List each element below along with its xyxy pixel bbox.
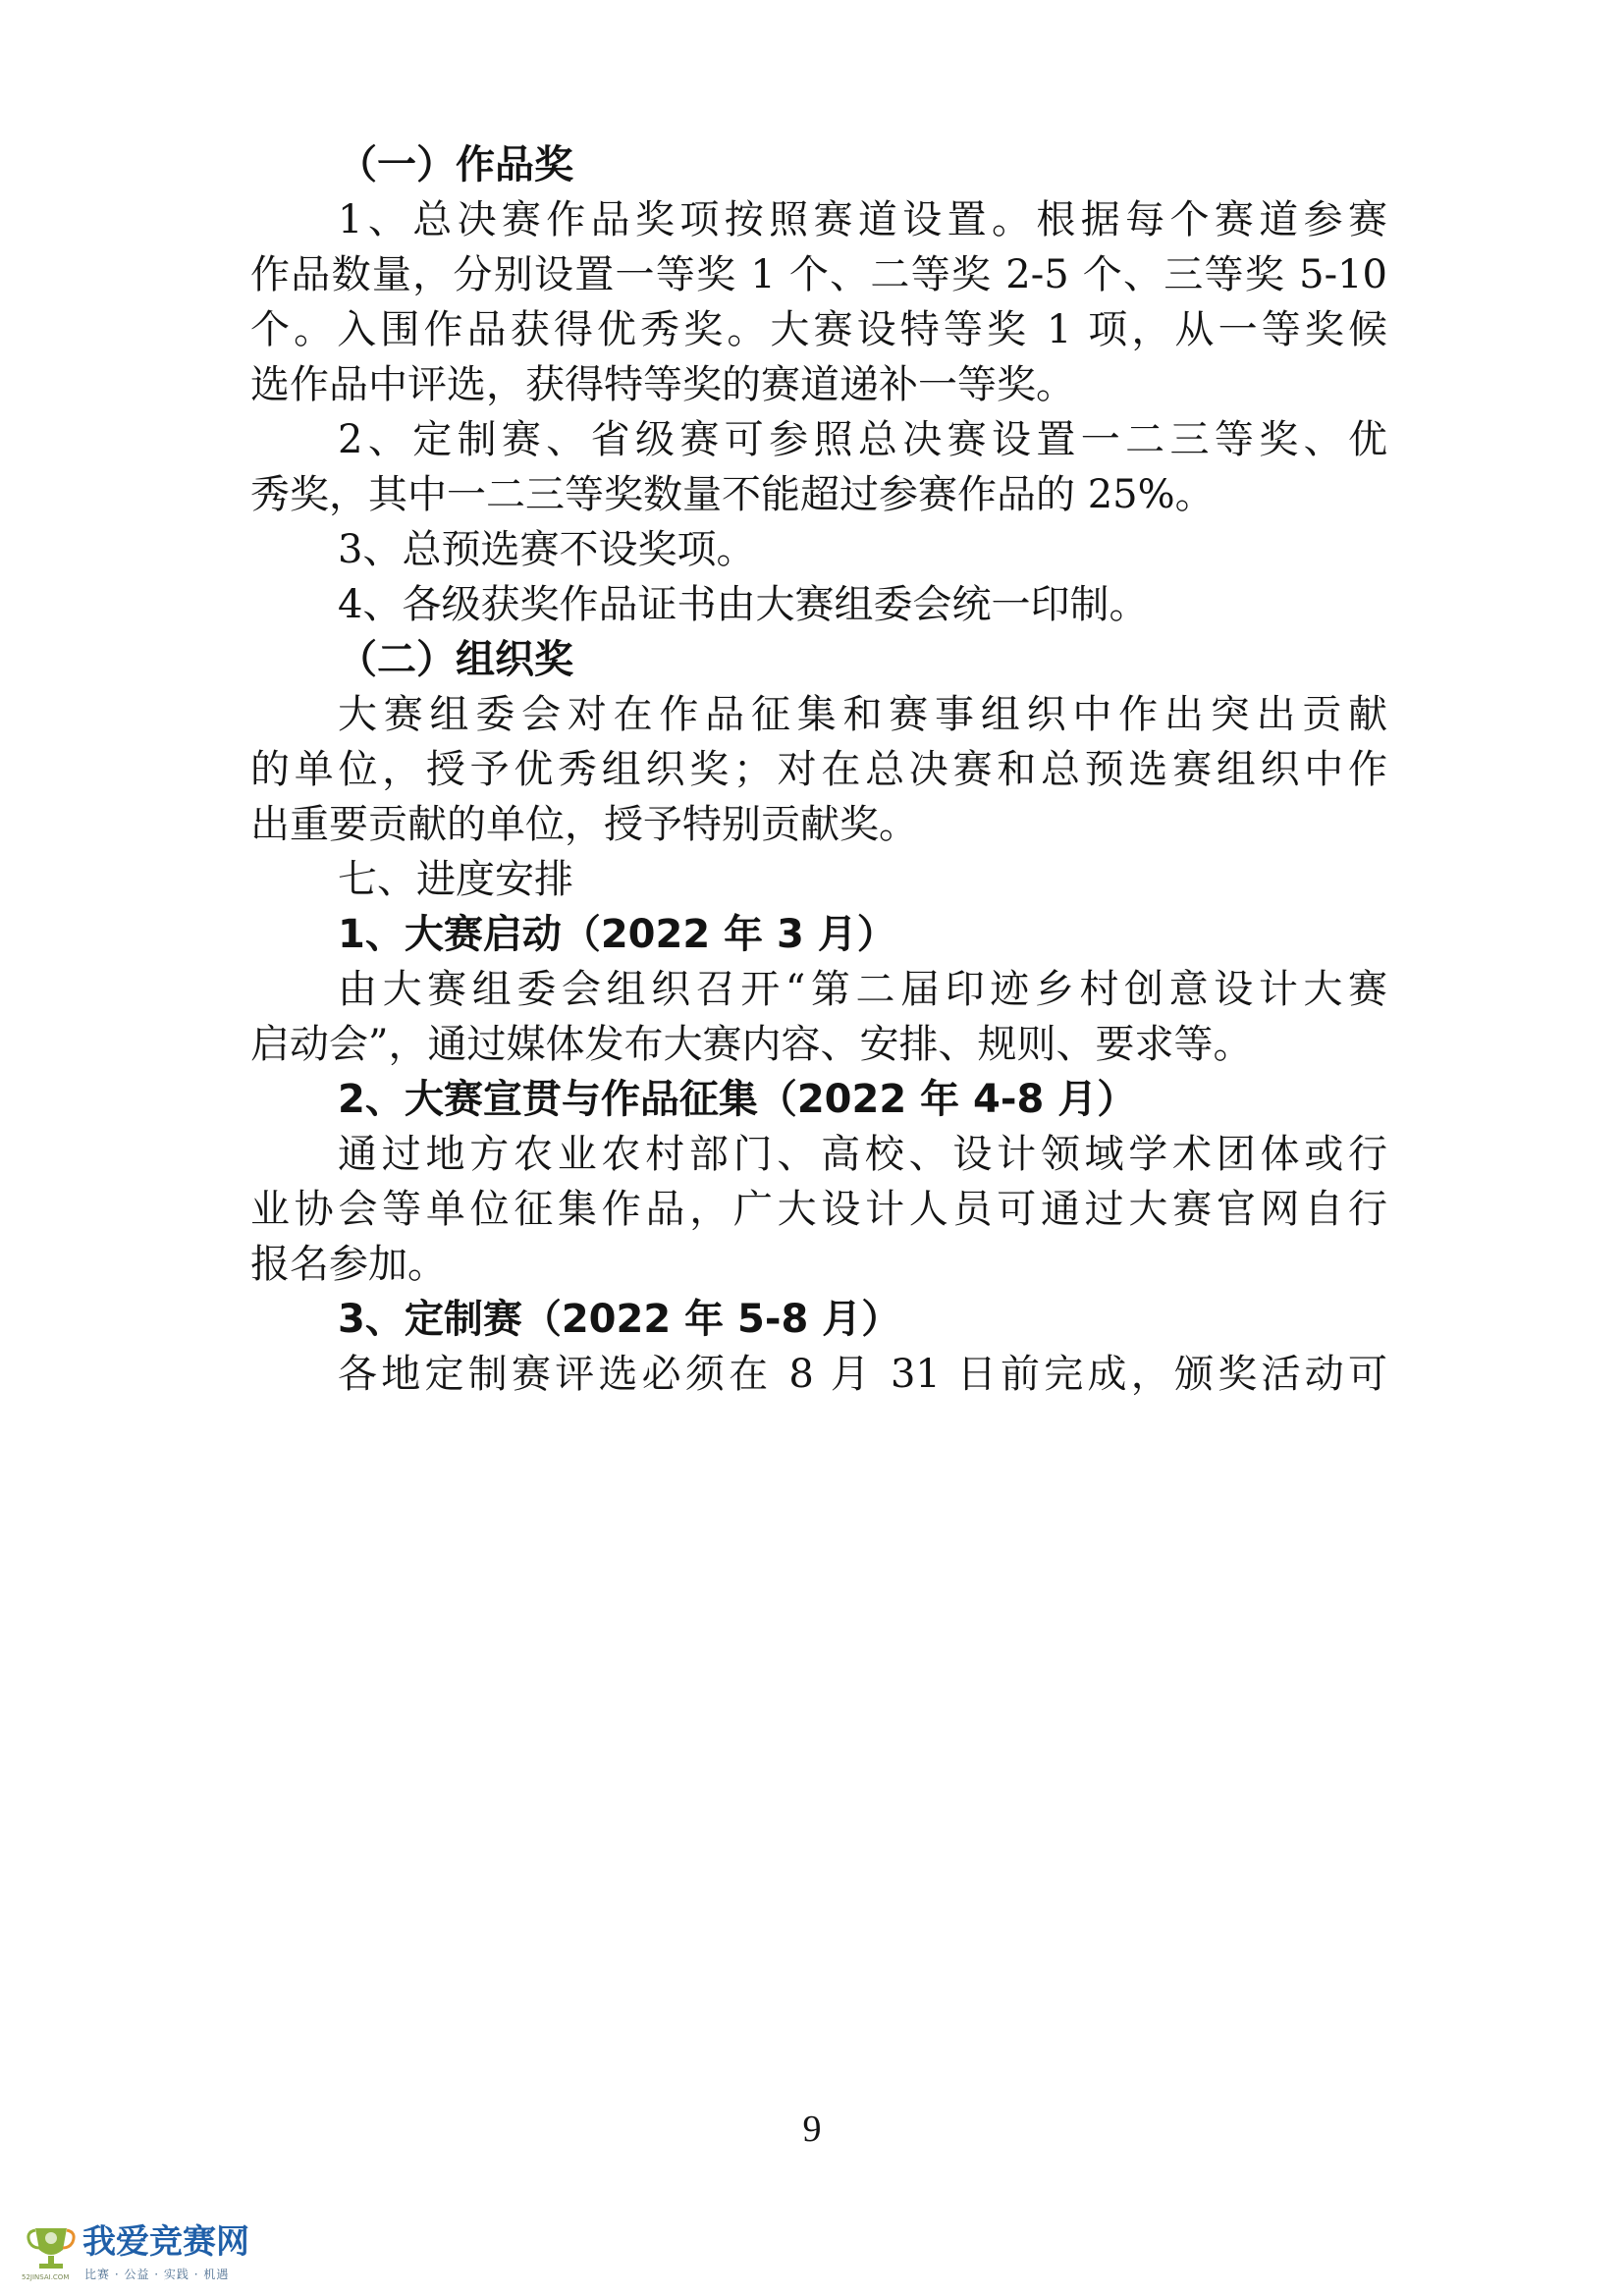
schedule-item-heading: 3、定制赛（2022 年 5-8 月） [338,1297,901,1342]
paragraph-line: 个。入围作品获得优秀奖。大赛设特等奖 1 项，从一等奖候 [250,307,1387,352]
schedule-item-heading: 1、大赛启动（2022 年 3 月） [338,912,896,957]
paragraph-line: 4、各级获奖作品证书由大赛组委会统一印制。 [338,582,1149,627]
paragraph-line: 大赛组委会对在作品征集和赛事组织中作出突出贡献 [338,692,1387,737]
section-heading-schedule: 七、进度安排 [338,857,573,902]
paragraph-line: 作品数量，分别设置一等奖 1 个、二等奖 2-5 个、三等奖 5-10 [250,252,1387,297]
watermark-domain: 52JINSAI.COM [22,2273,70,2281]
paragraph-line: 通过地方农业农村部门、高校、设计领域学术团体或行 [338,1132,1387,1177]
paragraph-line: 由大赛组委会组织召开“第二届印迹乡村创意设计大赛 [338,967,1387,1012]
watermark-tagline: 比赛 · 公益 · 实践 · 机遇 [84,2268,230,2281]
schedule-item-heading: 2、大赛宣贯与作品征集（2022 年 4-8 月） [338,1077,1137,1122]
paragraph-line: 1、总决赛作品奖项按照赛道设置。根据每个赛道参赛 [338,197,1387,242]
paragraph-line: 的单位，授予优秀组织奖；对在总决赛和总预选赛组织中作 [250,747,1387,792]
paragraph-line: 出重要贡献的单位，授予特别贡献奖。 [250,802,918,847]
paragraph-line: 业协会等单位征集作品，广大设计人员可通过大赛官网自行 [250,1187,1387,1232]
subsection-heading-works-award: （一）作品奖 [338,142,573,187]
paragraph-line: 启动会”，通过媒体发布大赛内容、安排、规则、要求等。 [250,1022,1253,1067]
subsection-heading-organization-award: （二）组织奖 [338,637,573,682]
paragraph-line: 选作品中评选，获得特等奖的赛道递补一等奖。 [250,362,1075,407]
watermark-site-name: 我爱竞赛网 [82,2222,249,2262]
paragraph-line: 2、定制赛、省级赛可参照总决赛设置一二三等奖、优 [338,417,1387,462]
paragraph-line: 3、总预选赛不设奖项。 [338,527,756,572]
paragraph-line: 报名参加。 [250,1242,447,1287]
trophy-logo-icon [22,2220,81,2275]
paragraph-line: 秀奖，其中一二三等奖数量不能超过参赛作品的 25%。 [250,472,1215,517]
site-watermark [22,2220,257,2289]
paragraph-line: 各地定制赛评选必须在 8 月 31 日前完成，颁奖活动可 [338,1352,1387,1397]
page-number: 9 [802,2109,822,2150]
